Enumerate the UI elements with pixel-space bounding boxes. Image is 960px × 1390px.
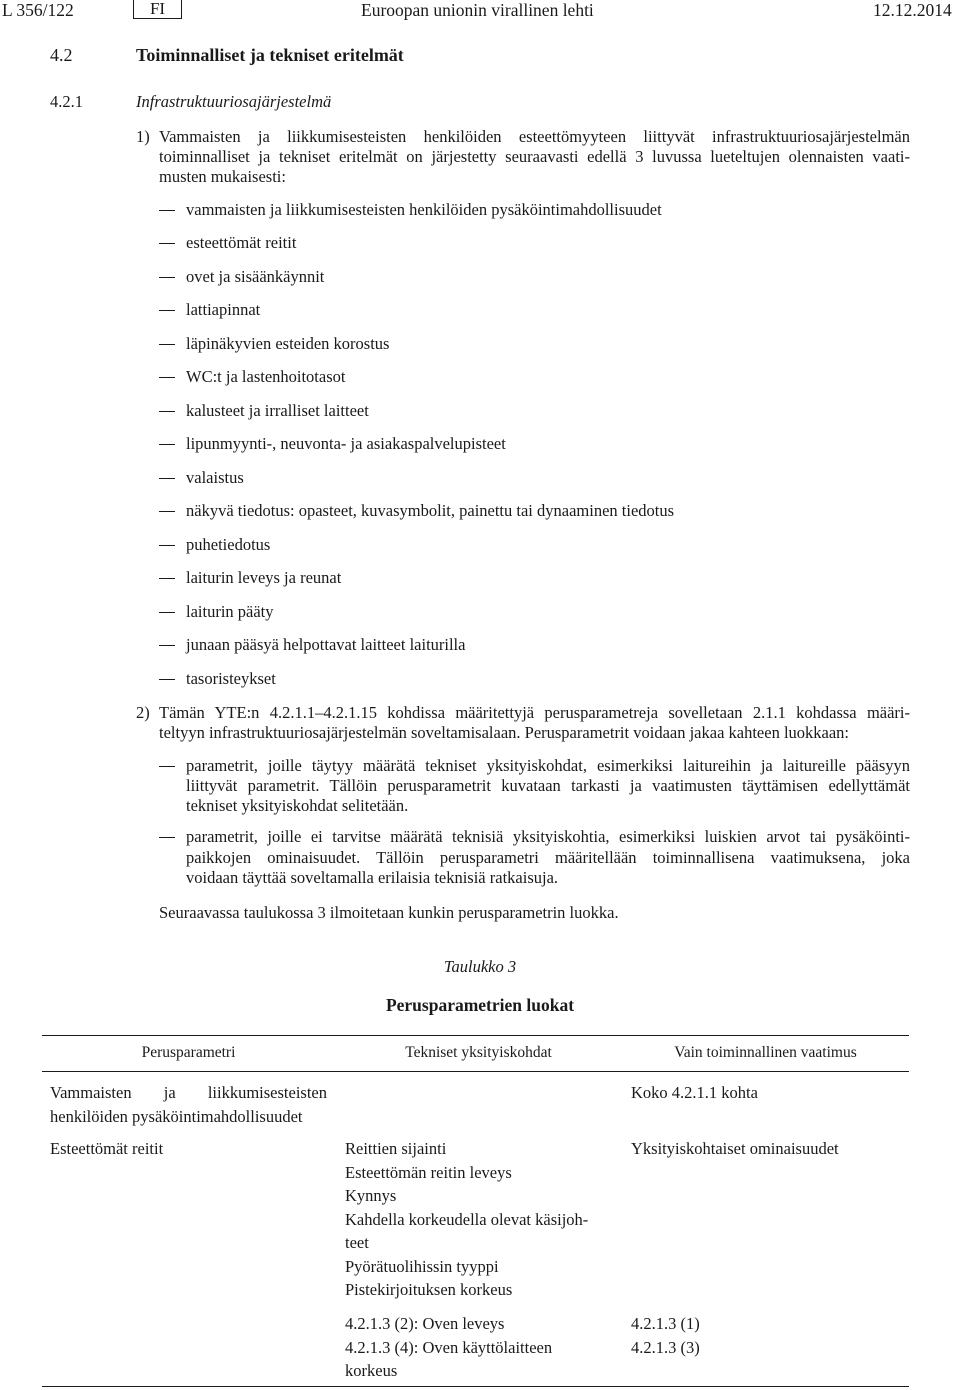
table-cell: Kahdella korkeudella olevat käsijoh- <box>345 1209 589 1229</box>
para2-item-line: voidaan täyttää soveltamalla erilaisia teknisiä ratkaisuja. <box>186 868 559 887</box>
table-top-rule <box>42 1035 909 1036</box>
list-item: lattiapinnat <box>186 300 261 319</box>
list-item: esteettömät reitit <box>186 233 297 252</box>
list-item: tasoristeykset <box>186 669 276 688</box>
para2-number: 2) <box>136 703 150 722</box>
table-cell: Esteettömät reitit <box>50 1139 164 1158</box>
para2-item-line: parametrit, joille ei tarvitse määrätä teknisiä yksityiskohtia, esimerkiksi luiskien arvot tai pysäköinti- <box>186 827 910 846</box>
list-dash <box>159 766 175 767</box>
column-header: Tekniset yksityiskohdat <box>405 1044 552 1061</box>
para2-line: Tämän YTE:n 4.2.1.1–4.2.1.15 kohdissa määritettyjä perusparametreja sovelletaan 2.1.1 kohdassa määri- <box>159 703 910 722</box>
table-cell: 4.2.1.3 (3) <box>631 1337 700 1357</box>
list-item: vammaisten ja liikkumisesteisten henkilöiden pysäköintimahdollisuudet <box>186 200 662 219</box>
table-cell: teet <box>345 1233 369 1252</box>
table-cell: Vammaisten ja liikkumisesteisten <box>50 1083 327 1102</box>
table-cell: Pistekirjoituksen korkeus <box>345 1280 513 1299</box>
list-item: valaistus <box>186 468 244 487</box>
list-dash <box>159 545 175 546</box>
section-title: Toiminnalliset ja tekniset eritelmät <box>136 45 404 65</box>
table-row <box>50 1081 327 1128</box>
list-item: kalusteet ja irralliset laitteet <box>186 401 369 420</box>
table-cell: 4.2.1.3 (1) <box>631 1314 700 1333</box>
list-dash <box>159 511 175 512</box>
page-reference: L 356/122 <box>2 0 74 20</box>
subsection-title: Infrastruktuuriosajärjestelmä <box>136 92 332 111</box>
table-title: Perusparametrien luokat <box>385 995 575 1015</box>
list-dash <box>159 210 175 211</box>
list-dash <box>159 645 175 646</box>
list-item: näkyvä tiedotus: opasteet, kuvasymbolit, painettu tai dynaaminen tiedotus <box>186 501 675 520</box>
list-item: junaan pääsyä helpottavat laitteet laiturilla <box>186 635 466 654</box>
column-header: Vain toiminnallinen vaatimus <box>674 1044 857 1061</box>
para2-line: teltyyn infrastruktuuriosajärjestelmän soveltamisalaan. Perusparametrit voidaan jakaa kahteen luokkaan: <box>159 723 850 742</box>
list-item: lipunmyynti-, neuvonta- ja asiakaspalvelupisteet <box>186 434 506 453</box>
para1-line: Vammaisten ja liikkumisesteisten henkilöiden esteettömyyteen liittyvät infrastruktuuriosajärjestelmän <box>159 127 910 146</box>
list-dash <box>159 344 175 345</box>
list-item: laiturin pääty <box>186 602 274 621</box>
list-item: puhetiedotus <box>186 535 271 554</box>
table-cell <box>50 1137 163 1161</box>
para2-item-line: liittyvät parametrit. Tällöin perusparametrit kuvataan tarkasti ja vaatimusten täyttämisen edellyttämät <box>186 776 910 795</box>
language-code: FI <box>133 0 182 19</box>
list-item: laiturin leveys ja reunat <box>186 568 342 587</box>
table-cell <box>631 1137 839 1161</box>
header-bottom-rule <box>42 1071 909 1072</box>
table-cell: korkeus <box>345 1361 398 1380</box>
section-number: 4.2 <box>50 45 73 65</box>
table-cell: henkilöiden pysäköintimahdollisuudet <box>50 1106 303 1126</box>
list-dash <box>159 578 175 579</box>
table-bottom-rule <box>42 1386 909 1387</box>
list-dash <box>159 411 175 412</box>
para2-item-line: paikkojen ominaisuudet. Tällöin perusparametri määritellään toiminnallisena vaatimuksena, joka <box>186 848 910 867</box>
subsection-number: 4.2.1 <box>50 92 83 111</box>
table-cell: 4.2.1.3 (4): Oven käyttölaitteen <box>345 1337 553 1357</box>
para1-number: 1) <box>136 127 150 146</box>
table-cell: Koko 4.2.1.1 kohta <box>631 1083 758 1102</box>
table-cell <box>631 1081 758 1105</box>
list-dash <box>159 377 175 378</box>
list-dash <box>159 310 175 311</box>
table-cell: Esteettömän reitin leveys <box>345 1162 512 1182</box>
para1-line: toiminnalliset ja tekniset eritelmät on järjestetty seuraavasti edellä 3 luvussa lueteltujen olennaisten vaati- <box>159 147 910 166</box>
publication-date: 12.12.2014 <box>873 0 952 20</box>
table-intro: Seuraavassa taulukossa 3 ilmoitetaan kunkin perusparametrin luokka. <box>159 903 619 922</box>
list-dash <box>159 612 175 613</box>
column-header: Perusparametri <box>141 1044 236 1061</box>
list-item: ovet ja sisäänkäynnit <box>186 267 325 286</box>
list-item: läpinäkyvien esteiden korostus <box>186 334 390 353</box>
table-cell: 4.2.1.3 (2): Oven leveys <box>345 1314 505 1333</box>
list-item: WC:t ja lastenhoitotasot <box>186 367 346 386</box>
para2-item-line: parametrit, joille täytyy määrätä tekniset yksityiskohdat, esimerkiksi laitureihin ja laitureille pääsyyn <box>186 756 910 775</box>
list-dash <box>159 243 175 244</box>
table-cell: Kynnys <box>345 1186 397 1205</box>
list-dash <box>159 679 175 680</box>
list-dash <box>159 478 175 479</box>
para1-line: musten mukaisesti: <box>159 167 286 186</box>
table-caption: Taulukko 3 <box>443 957 517 976</box>
journal-title: Euroopan unionin virallinen lehti <box>361 0 594 20</box>
table-cell <box>345 1137 588 1302</box>
list-dash <box>159 277 175 278</box>
list-dash <box>159 837 175 838</box>
table-cell: Reittien sijainti <box>345 1139 447 1158</box>
table-cell <box>345 1312 552 1383</box>
table-cell: Yksityiskohtaiset ominaisuudet <box>631 1139 839 1158</box>
para2-item-line: tekniset yksityiskohdat selitetään. <box>186 796 409 815</box>
table-cell: Pyörätuolihissin tyyppi <box>345 1256 499 1276</box>
table-cell <box>631 1312 700 1359</box>
list-dash <box>159 444 175 445</box>
